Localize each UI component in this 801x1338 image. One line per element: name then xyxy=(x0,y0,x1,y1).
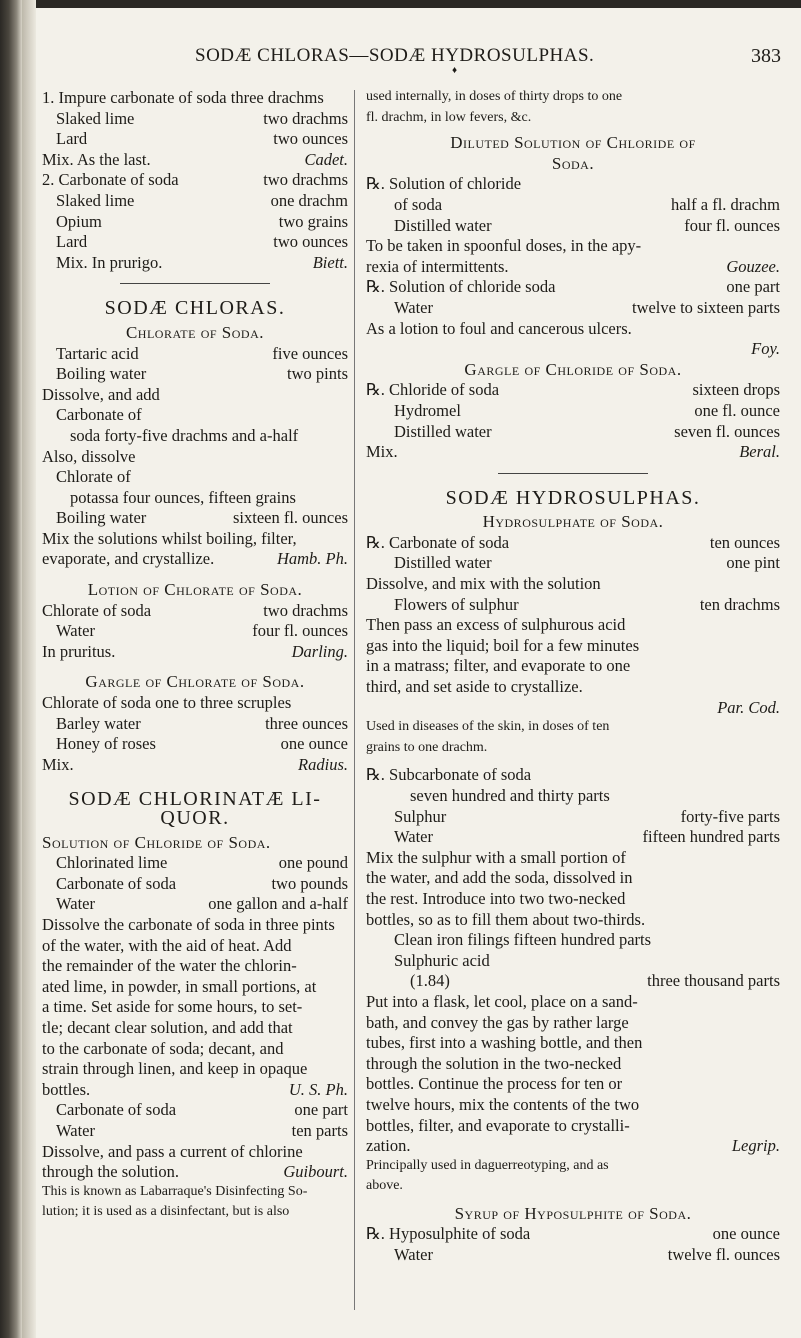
text-line: in a matrass; filter, and evaporate to one xyxy=(366,656,631,676)
page-top-shadow xyxy=(0,0,801,8)
section-title: SODÆ HYDROSULPHAS. xyxy=(445,486,701,509)
recipe-row: zation. Legrip. xyxy=(366,1136,780,1156)
note-line: lution; it is used as a disinfectant, but is also xyxy=(42,1204,290,1220)
text-line: gas into the liquid; boil for a few minutes xyxy=(366,635,640,655)
text-line: Carbonate of xyxy=(56,405,142,425)
text-line: Then pass an excess of sulphurous acid xyxy=(366,615,626,635)
text-line: Chlorate of soda one to three scruples xyxy=(42,693,292,713)
recipe-row: Water one gallon and a-half xyxy=(56,894,348,914)
recipe-row: Hydromel one fl. ounce xyxy=(394,400,780,420)
book-gutter xyxy=(22,0,36,1338)
text-line: the remainder of the water the chlorin- xyxy=(42,956,297,976)
text-line: twelve hours, mix the contents of the two xyxy=(366,1094,640,1114)
text-line: Put into a flask, let cool, place on a sand- xyxy=(366,991,638,1011)
recipe-row: Barley water three ounces xyxy=(56,713,348,733)
page-number: 383 xyxy=(751,45,781,67)
note-line: grains to one drachm. xyxy=(366,739,488,755)
recipe-row: evaporate, and crystallize. Hamb. Ph. xyxy=(42,549,348,569)
recipe-row: 2. Carbonate of soda two drachms xyxy=(42,170,348,190)
text-line: a time. Set aside for some hours, to set- xyxy=(42,997,303,1017)
text-line: Dissolve, and mix with the solution xyxy=(366,574,601,594)
note-line: Principally used in daguerreotyping, and as xyxy=(366,1157,609,1173)
left-column xyxy=(42,88,348,1224)
recipe-row: bottles. U. S. Ph. xyxy=(42,1079,348,1099)
recipe-row: Mix. As the last. Cadet. xyxy=(42,149,348,169)
text-line: Sulphuric acid xyxy=(394,950,490,970)
section-subtitle: Hydrosulphate of Soda. xyxy=(482,512,664,532)
recipe-row: Honey of roses one ounce xyxy=(56,734,348,754)
recipe-row: ℞. Hyposulphite of soda one ounce xyxy=(366,1224,780,1244)
recipe-row: Sulphur forty-five parts xyxy=(394,806,780,826)
text-line: bottles, filter, and evaporate to crystalli- xyxy=(366,1115,630,1135)
text-line: the rest. Introduce into two two-necked xyxy=(366,888,626,908)
text-line: Mix the solutions whilst boiling, filter, xyxy=(42,528,297,548)
recipe-row: Lard two ounces xyxy=(56,129,348,149)
section-subtitle: Lotion of Chlorate of Soda. xyxy=(87,580,303,600)
recipe-row: ℞. Solution of chloride soda one part xyxy=(366,277,780,297)
section-subtitle: Gargle of Chloride of Soda. xyxy=(464,359,682,379)
section-subtitle: Syrup of Hyposulphite of Soda. xyxy=(454,1203,692,1223)
text-line: ated lime, in powder, in small portions, at xyxy=(42,976,317,996)
text-line: Clean iron filings fifteen hundred parts xyxy=(394,930,652,950)
text-line: Also, dissolve xyxy=(42,446,136,466)
section-divider xyxy=(120,283,270,284)
author-credit: Par. Cod. xyxy=(717,697,780,717)
recipe-row: Slaked lime one drachm xyxy=(56,190,348,210)
note-line: Used in diseases of the skin, in doses of ten xyxy=(366,719,610,735)
recipe-row: Slaked lime two drachms xyxy=(56,108,348,128)
text-line: seven hundred and thirty parts xyxy=(410,786,610,805)
section-subtitle-cont: Soda. xyxy=(551,153,595,173)
text-line: soda forty-five drachms and a-half xyxy=(70,425,299,445)
right-column xyxy=(366,88,780,1266)
recipe-row: Boiling water two pints xyxy=(56,364,348,384)
text-line: Chlorate of xyxy=(56,467,131,487)
section-title: SODÆ CHLORAS. xyxy=(104,297,286,320)
section-subtitle: Diluted Solution of Chloride of xyxy=(450,133,696,153)
recipe-row: Chlorate of soda two drachms xyxy=(42,600,348,620)
recipe-row: ℞. Carbonate of soda ten ounces xyxy=(366,532,780,552)
header-ornament: ♦ xyxy=(452,65,458,76)
recipe-row: Carbonate of soda two pounds xyxy=(56,873,348,893)
running-title: SODÆ CHLORAS—SODÆ HYDROSULPHAS. xyxy=(195,45,595,66)
text-line: To be taken in spoonful doses, in the apy- xyxy=(366,236,642,256)
text-line: Mix the sulphur with a small portion of xyxy=(366,847,626,867)
recipe-row: Distilled water seven fl. ounces xyxy=(394,421,780,441)
text-line: strain through linen, and keep in opaque xyxy=(42,1059,308,1079)
book-spine-shadow xyxy=(0,0,22,1338)
recipe-row: Water fifteen hundred parts xyxy=(394,827,780,847)
text-line: through the solution in the two-necked xyxy=(366,1053,622,1073)
running-header xyxy=(0,45,801,75)
text-line: bottles, so as to fill them about two-thirds. xyxy=(366,909,646,929)
text-line: As a lotion to foul and cancerous ulcers. xyxy=(366,318,632,338)
recipe-row: Distilled water one pint xyxy=(394,553,780,573)
text-line: Dissolve, and pass a current of chlorine xyxy=(42,1141,303,1161)
text-line: Dissolve the carbonate of soda in three pints xyxy=(42,914,335,934)
section-subtitle: Gargle of Chlorate of Soda. xyxy=(85,672,305,692)
section-subtitle: Solution of Chloride of Soda. xyxy=(42,832,271,852)
text-line: bath, and convey the gas by rather large xyxy=(366,1012,629,1032)
recipe-row: Mix. Radius. xyxy=(42,754,348,774)
note-line: fl. drachm, in low fevers, &c. xyxy=(366,109,532,125)
note-line: This is known as Labarraque's Disinfecting So- xyxy=(42,1183,308,1199)
recipe-row: rexia of intermittents. Gouzee. xyxy=(366,256,780,276)
recipe-row: Distilled water four fl. ounces xyxy=(394,215,780,235)
text-line: ℞. Subcarbonate of soda xyxy=(366,765,532,785)
column-divider xyxy=(354,90,355,1310)
text-line: potassa four ounces, fifteen grains xyxy=(70,487,296,507)
author-credit: Foy. xyxy=(751,339,780,359)
recipe-row: Flowers of sulphur ten drachms xyxy=(394,594,780,614)
recipe-row: (1.84) three thousand parts xyxy=(410,971,780,991)
recipe-row: Lard two ounces xyxy=(56,232,348,252)
recipe-row: Chlorinated lime one pound xyxy=(56,853,348,873)
recipe-row: Mix. In prurigo. Biett. xyxy=(56,252,348,272)
text-line: of the water, with the aid of heat. Add xyxy=(42,935,292,955)
recipe-row: Water ten parts xyxy=(56,1120,348,1140)
recipe-row: Boiling water sixteen fl. ounces xyxy=(56,508,348,528)
section-divider xyxy=(498,473,648,474)
recipe-row: In pruritus. Darling. xyxy=(42,641,348,661)
text-line: bottles. Continue the process for ten or xyxy=(366,1074,623,1094)
text-line: tubes, first into a washing bottle, and then xyxy=(366,1033,643,1053)
recipe-row: Mix. Beral. xyxy=(366,442,780,462)
recipe-row: of soda half a fl. drachm xyxy=(394,194,780,214)
note-line: above. xyxy=(366,1178,403,1194)
section-title-cont: QUOR. xyxy=(160,807,230,829)
recipe-row: through the solution. Guibourt. xyxy=(42,1162,348,1182)
recipe-row: ℞. Chloride of soda sixteen drops xyxy=(366,380,780,400)
recipe-row: Tartaric acid five ounces xyxy=(56,343,348,363)
note-line: used internally, in doses of thirty drops to one xyxy=(366,89,623,104)
text-line: to the carbonate of soda; decant, and xyxy=(42,1038,284,1058)
recipe-row: Water four fl. ounces xyxy=(56,621,348,641)
text-line: 1. Impure carbonate of soda three drachms xyxy=(42,88,324,107)
text-line: the water, and add the soda, dissolved in xyxy=(366,868,633,888)
recipe-row: Water twelve to sixteen parts xyxy=(394,297,780,317)
recipe-row: Carbonate of soda one part xyxy=(56,1100,348,1120)
section-title: SODÆ CHLORINATÆ LI- xyxy=(68,788,322,811)
text-line: tle; decant clear solution, and add that xyxy=(42,1017,293,1037)
text-line: ℞. Solution of chloride xyxy=(366,174,522,194)
text-line: Dissolve, and add xyxy=(42,384,160,404)
section-subtitle: Chlorate of Soda. xyxy=(125,322,265,342)
recipe-row: Opium two grains xyxy=(56,211,348,231)
recipe-row: Water twelve fl. ounces xyxy=(394,1245,780,1265)
text-line: third, and set aside to crystallize. xyxy=(366,677,583,697)
